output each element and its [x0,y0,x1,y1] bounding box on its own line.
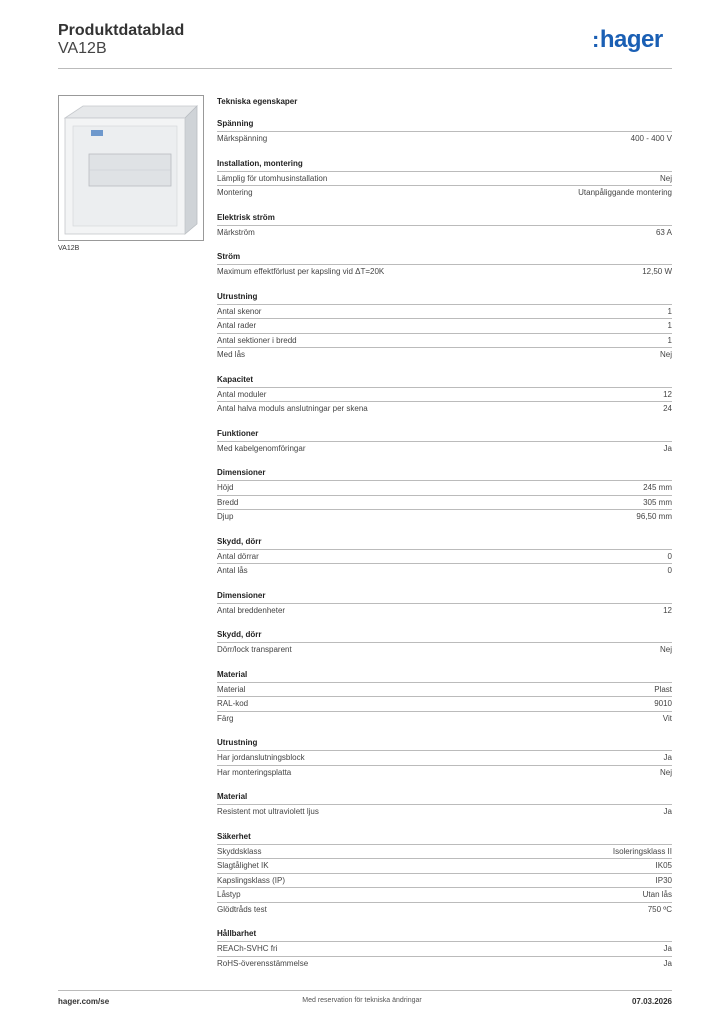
spec-section [217,291,672,362]
spec-value: Nej [659,173,672,183]
spec-label: Kapslingsklass (IP) [217,875,286,885]
spec-label: Glödtråds test [217,904,267,914]
spec-section [217,467,672,524]
spec-label: Material [217,684,246,694]
section-title: Kapacitet [217,374,254,384]
spec-label: Låstyp [217,890,241,899]
spec-section [217,928,672,970]
spec-value: 400 - 400 V [630,134,672,143]
spec-row [217,131,672,146]
spec-section [217,536,672,578]
footer-disclaimer: Med reservation för tekniska ändringar [302,997,422,1004]
section-title: Spänning [217,119,254,128]
spec-row [217,858,672,873]
spec-row [217,873,672,888]
spec-section [217,629,672,657]
spec-value: Vit [662,713,672,723]
spec-label: Lämplig för utomhusinstallation [217,173,328,183]
spec-row [217,902,672,917]
spec-row [217,304,672,319]
spec-label: Montering [217,188,253,197]
spec-label: Antal dörrar [217,551,259,561]
section-title: Material [217,792,248,801]
spec-section [217,374,672,416]
spec-value: IK05 [655,861,672,870]
spec-value: Ja [663,753,672,762]
spec-value: 0 [667,566,672,575]
section-title: Skydd, dörr [217,536,262,546]
spec-row [217,401,672,416]
spec-label: Antal moduler [217,389,267,399]
spec-label: Antal lås [217,566,248,575]
spec-row [217,696,672,711]
spec-value: Utanpåliggande montering [578,188,672,197]
spec-value: 1 [667,306,672,316]
spec-row [217,563,672,578]
spec-row [217,264,672,279]
section-title: Material [217,669,248,679]
spec-value: 245 mm [643,483,672,492]
footer-website[interactable]: hager.com/se [58,997,110,1006]
spec-value: 750 ºC [647,904,672,914]
section-title: Ström [217,252,241,261]
spec-row [217,844,672,859]
spec-label: Resistent mot ultraviolett ljus [217,807,319,816]
section-title: Elektrisk ström [217,212,275,222]
enclosure-product-image [59,96,203,240]
spec-row [217,765,672,780]
spec-label: Antal halva moduls anslutningar per skena [217,404,368,413]
spec-label: Slagtålighet IK [217,861,269,870]
product-image-frame [58,95,204,241]
spec-row [217,225,672,240]
spec-section [217,669,672,726]
spec-row [217,387,672,402]
spec-value: 1 [667,321,672,330]
spec-section [217,158,672,200]
spec-value: Ja [663,944,672,953]
spec-value: Nej [659,645,672,654]
spec-value: 12 [663,389,672,399]
spec-value: Plast [654,684,672,694]
section-title: Installation, montering [217,158,303,168]
spec-value: Ja [663,807,672,816]
spec-value: 9010 [654,699,672,708]
section-title: Hållbarhet [217,929,257,938]
footer-date: 07.03.2026 [631,997,672,1006]
spec-value: Nej [659,767,672,777]
spec-label: Antal sektioner i bredd [217,335,297,345]
spec-label: Har monteringsplatta [217,767,292,777]
spec-label: Märkström [217,227,255,237]
document-title: Produktdatablad [58,22,185,39]
spec-label: Med lås [217,350,246,359]
spec-label: Med kabelgenomföringar [217,443,306,453]
spec-label: Har jordanslutningsblock [217,753,305,762]
spec-row [217,956,672,971]
spec-value: 12 [663,605,672,615]
spec-label: REACh-SVHC fri [217,944,278,953]
spec-row [217,441,672,456]
spec-label: RoHS-överensstämmelse [217,958,309,968]
spec-value: 12,50 W [642,267,672,276]
spec-section [217,428,672,456]
spec-row [217,318,672,333]
spec-value: 0 [667,551,672,561]
spec-value: Ja [663,958,672,968]
spec-section [217,118,672,146]
section-title: Dimensioner [217,590,266,600]
spec-label: Antal rader [217,321,257,330]
spec-value: Nej [659,350,672,359]
section-title: Utrustning [217,291,258,301]
logo-text: hager [599,26,663,53]
spec-label: Djup [217,512,234,521]
section-title: Utrustning [217,738,258,747]
spec-row [217,642,672,657]
spec-value: 305 mm [643,497,672,507]
spec-row [217,804,672,819]
header-divider [58,68,672,69]
hager-logo: :hager [592,26,663,53]
spec-value: Ja [663,443,672,453]
technical-specifications [217,96,672,982]
spec-row [217,347,672,362]
section-title: Säkerhet [217,831,251,841]
spec-value: 63 A [655,227,672,237]
spec-label: Skyddsklass [217,846,262,856]
spec-row [217,887,672,902]
section-title: Dimensioner [217,468,266,477]
spec-section [217,737,672,779]
spec-label: Antal breddenheter [217,605,286,615]
spec-section [217,251,672,279]
section-title: Skydd, dörr [217,630,262,639]
spec-row [217,171,672,186]
spec-row [217,941,672,956]
spec-sections [217,118,672,970]
spec-row [217,750,672,765]
spec-row [217,509,672,524]
spec-row [217,333,672,348]
spec-label: Märkspänning [217,134,268,143]
spec-section [217,831,672,917]
spec-section [217,212,672,240]
spec-row [217,711,672,726]
image-caption: VA12B [58,245,80,252]
spec-row [217,480,672,495]
specs-heading: Tekniska egenskaper [217,97,298,106]
spec-value: 1 [667,335,672,345]
spec-label: Dörr/lock transparent [217,645,292,654]
spec-label: Bredd [217,497,239,507]
spec-value: 24 [663,404,672,413]
spec-row [217,185,672,200]
spec-row [217,682,672,697]
spec-section [217,791,672,819]
spec-label: Maximum effektförlust per kapsling vid ΔT=20K [217,267,385,276]
spec-label: Färg [217,713,234,723]
spec-label: Antal skenor [217,306,262,316]
spec-label: Höjd [217,483,234,492]
spec-row [217,603,672,618]
spec-row [217,549,672,564]
spec-value: Utan lås [642,890,672,899]
spec-row [217,495,672,510]
spec-value: Isoleringsklass II [612,846,672,856]
spec-value: 96,50 mm [636,512,672,521]
section-title: Funktioner [217,428,259,438]
spec-section [217,590,672,618]
spec-value: IP30 [655,875,672,885]
product-code: VA12B [58,40,107,57]
footer-divider [58,990,672,991]
spec-label: RAL-kod [217,699,249,708]
